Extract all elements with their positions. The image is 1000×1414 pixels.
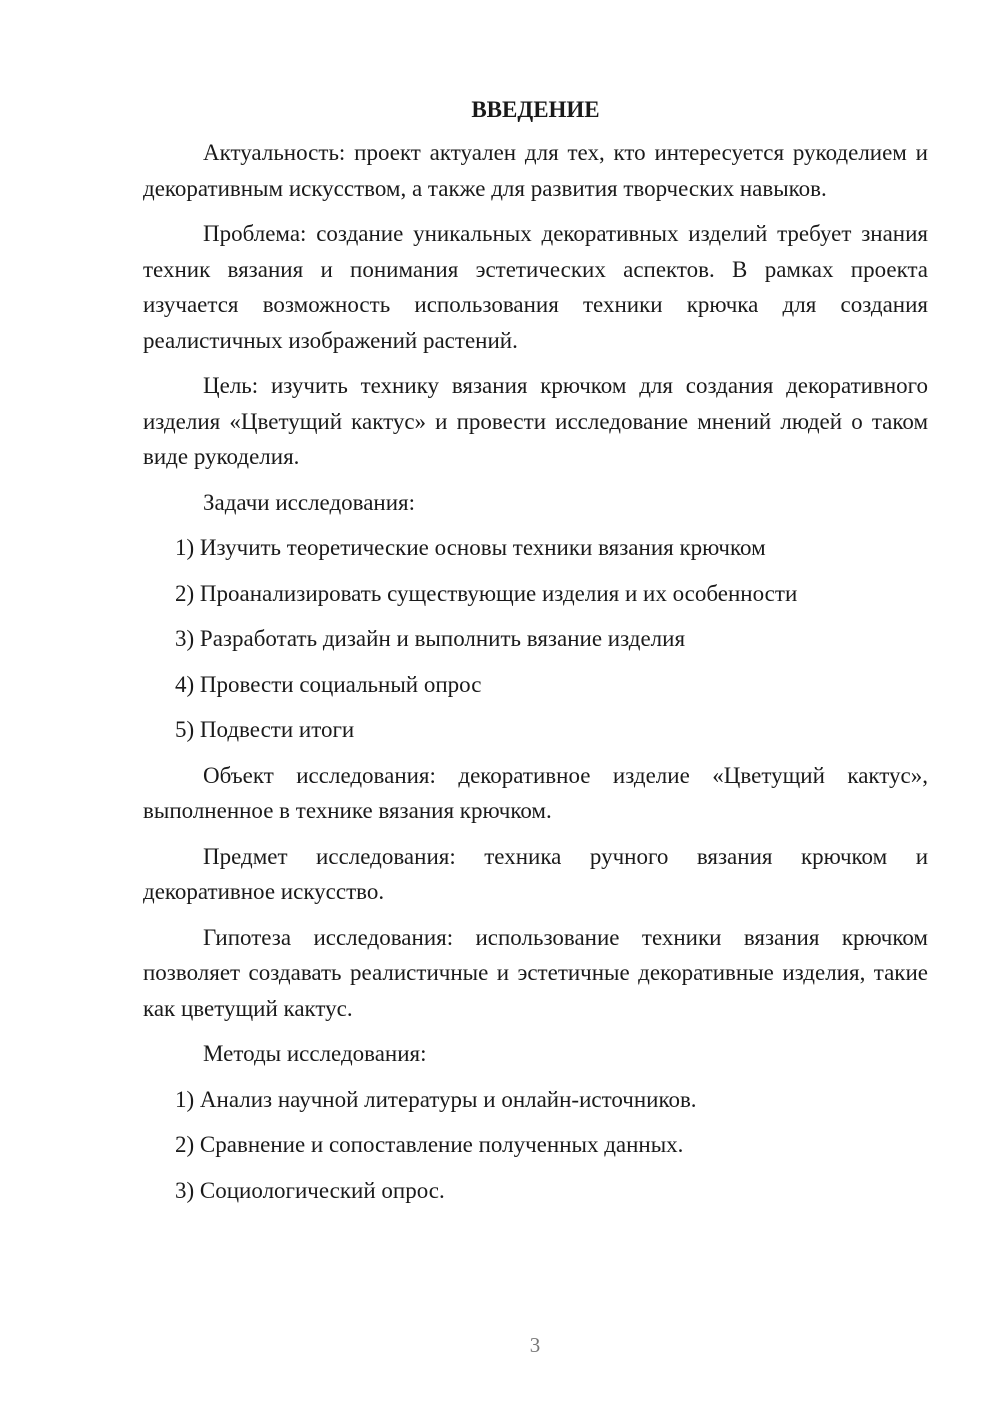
list-item: 1) Анализ научной литературы и онлайн-источников. xyxy=(175,1086,697,1112)
paragraph-relevance: Актуальность: проект актуален для тех, кто интересуется рукоделием и декоративным искусством, а также для развития творческих навыков. xyxy=(143,140,928,201)
list-item: 2) Сравнение и сопоставление полученных данных. xyxy=(175,1132,684,1157)
methods-list xyxy=(143,1082,928,1209)
list-item: 4) Провести социальный опрос xyxy=(175,671,482,697)
list-item: 3) Социологический опрос. xyxy=(175,1177,445,1203)
document-body xyxy=(143,93,928,1218)
list-item: 5) Подвести итоги xyxy=(175,717,355,742)
tasks-list xyxy=(143,530,928,748)
paragraph-hypothesis: Гипотеза исследования: использование техники вязания крючком позволяет создавать реалистичные и эстетичные декоративные изделия, такие как цветущий кактус. xyxy=(143,924,928,1021)
list-item: 1) Изучить теоретические основы техники вязания крючком xyxy=(175,535,766,560)
paragraph-problem: Проблема: создание уникальных декоративных изделий требует знания техник вязания и понимания эстетических аспектов. В рамках проекта изучается возможность использования техники крючка для создания реалистичных изображений растений. xyxy=(143,221,928,353)
paragraph-subject: Предмет исследования: техника ручного вязания крючком и декоративное искусство. xyxy=(143,843,928,904)
page-number: 3 xyxy=(529,1333,541,1357)
methods-heading: Методы исследования: xyxy=(203,1041,427,1066)
list-item: 3) Разработать дизайн и выполнить вязание изделия xyxy=(175,626,686,651)
tasks-heading: Задачи исследования: xyxy=(203,489,416,515)
list-item: 2) Проанализировать существующие изделия и их особенности xyxy=(175,580,798,606)
paragraph-object: Объект исследования: декоративное изделие «Цветущий кактус», выполненное в технике вязания крючком. xyxy=(143,762,928,823)
paragraph-goal: Цель: изучить технику вязания крючком для создания декоративного изделия «Цветущий кактус» и провести исследование мнений людей о таком виде рукоделия. xyxy=(143,373,928,469)
page-title: ВВЕДЕНИЕ xyxy=(471,97,600,122)
